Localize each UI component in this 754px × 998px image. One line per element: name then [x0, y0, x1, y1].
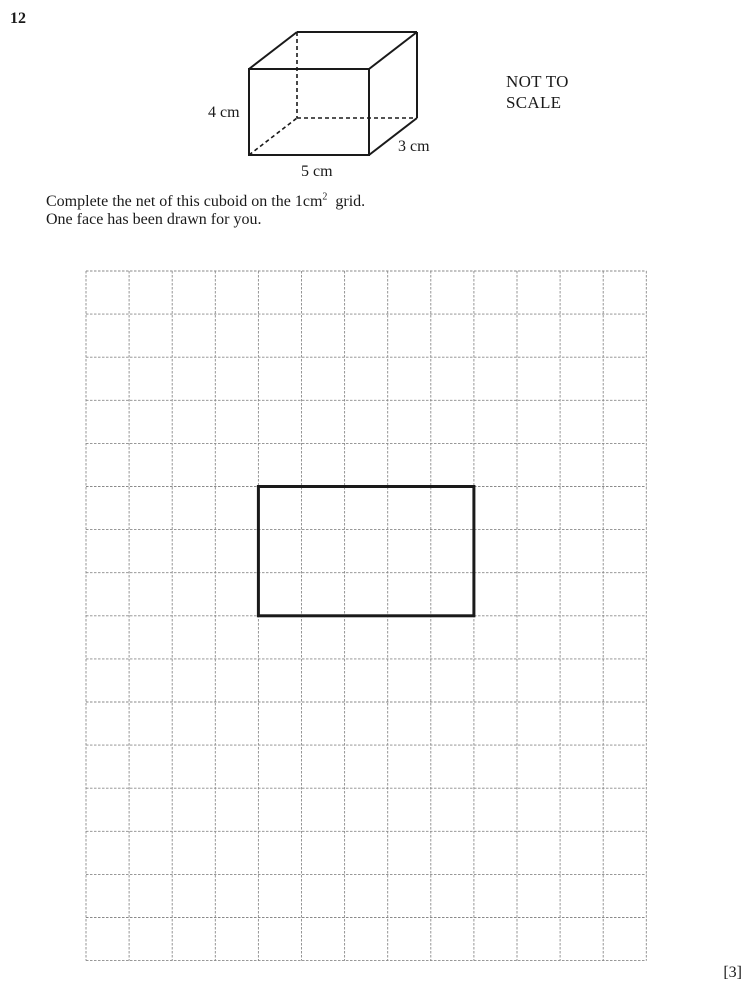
instruction-text-end: grid.: [327, 193, 366, 210]
instruction-superscript: 2: [322, 191, 328, 203]
question-number: 12: [10, 10, 26, 27]
instruction-line-2: One face has been drawn for you.: [46, 211, 262, 228]
height-label: 4 cm: [208, 104, 240, 121]
instruction-text: Complete the net of this cuboid on the 1cm: [46, 193, 323, 210]
not-to-scale-note: NOT TO SCALE: [506, 72, 569, 112]
marks: [3]: [723, 964, 742, 981]
drawn-face: [258, 487, 474, 616]
length-label: 5 cm: [301, 163, 333, 180]
depth-label: 3 cm: [398, 138, 430, 155]
